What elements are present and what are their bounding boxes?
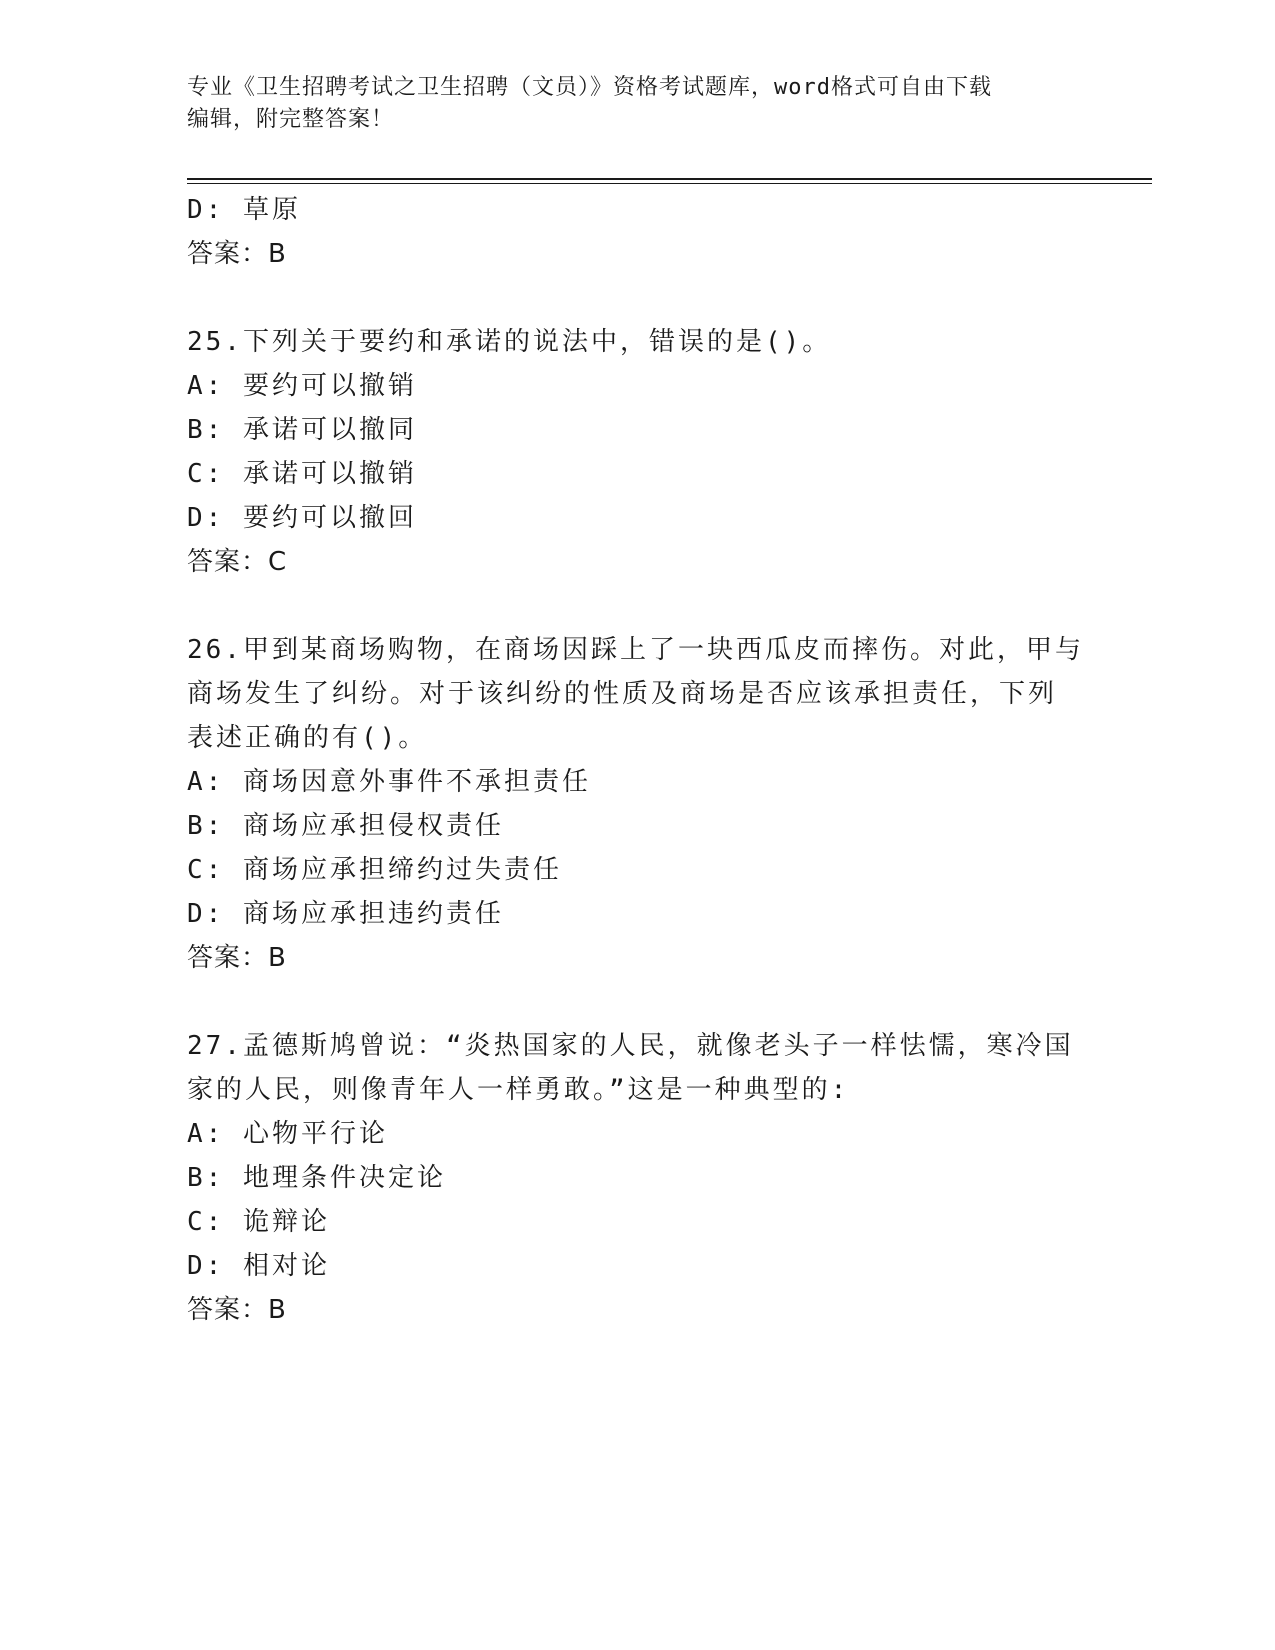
q26-option-a: A: 商场因意外事件不承担责任 [187, 767, 591, 797]
q25-option-a: A: 要约可以撤销 [187, 371, 417, 401]
document-header [187, 72, 1077, 136]
q26-stem-line-1: 26.甲到某商场购物，在商场因踩上了一块西瓜皮而摔伤。对此，甲与 [187, 635, 1084, 665]
q27-option-d: D: 相对论 [187, 1251, 330, 1281]
q26-stem-line-3: 表述正确的有()。 [187, 723, 428, 753]
q26-option-c: C: 商场应承担缔约过失责任 [187, 855, 562, 885]
q25-option-b: B: 承诺可以撤同 [187, 415, 417, 445]
q26-answer: 答案：B [187, 943, 287, 973]
header-divider-thin [187, 183, 1152, 184]
prev-option-d: D: 草原 [187, 195, 301, 225]
header-divider [187, 178, 1152, 180]
q27-stem-line-1: 27.孟德斯鸠曾说：“炎热国家的人民，就像老头子一样怯懦，寒冷国 [187, 1031, 1074, 1061]
header-line-2: 编辑，附完整答案！ [187, 107, 395, 132]
q25-option-c: C: 承诺可以撤销 [187, 459, 417, 489]
q27-stem-line-2: 家的人民，则像青年人一样勇敢。”这是一种典型的: [187, 1075, 850, 1105]
q27-option-a: A: 心物平行论 [187, 1119, 388, 1149]
q27-option-b: B: 地理条件决定论 [187, 1163, 446, 1193]
prev-answer: 答案：B [187, 239, 287, 269]
q25-stem: 25.下列关于要约和承诺的说法中，错误的是()。 [187, 327, 832, 357]
q26-option-d: D: 商场应承担违约责任 [187, 899, 504, 929]
q25-option-d: D: 要约可以撤回 [187, 503, 417, 533]
header-line-1: 专业《卫生招聘考试之卫生招聘（文员）》资格考试题库，word格式可自由下载 [187, 75, 992, 100]
q25-answer: 答案：C [187, 547, 288, 577]
q26-stem-line-2: 商场发生了纠纷。对于该纠纷的性质及商场是否应该承担责任，下列 [187, 679, 1058, 709]
q27-option-c: C: 诡辩论 [187, 1207, 330, 1237]
q27-answer: 答案：B [187, 1295, 287, 1325]
q26-option-b: B: 商场应承担侵权责任 [187, 811, 504, 841]
